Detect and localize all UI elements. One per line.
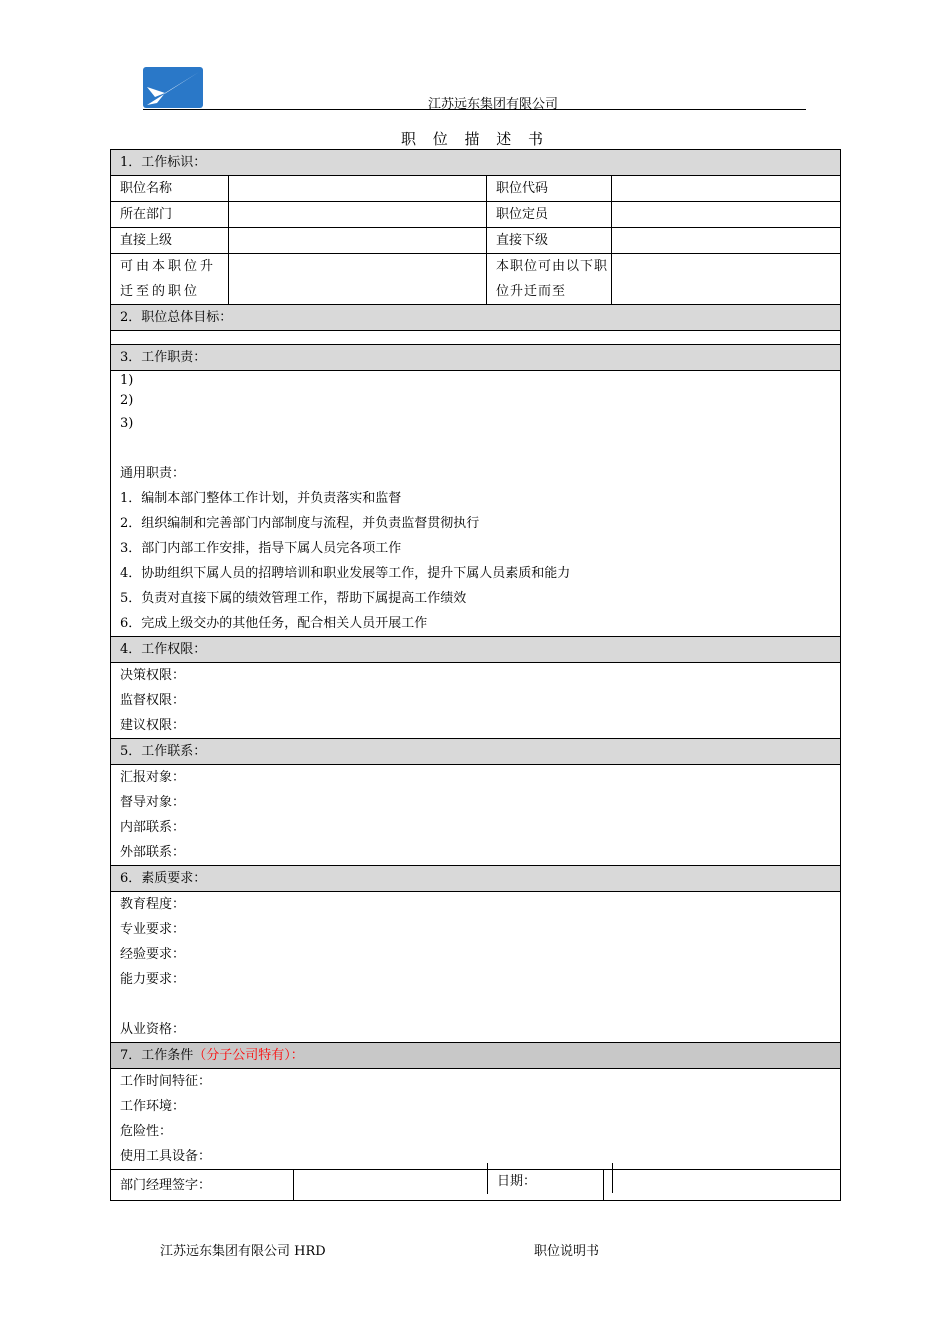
promote-from-label: 可由本职位升迁至的职位 — [111, 254, 229, 305]
relation-item: 外部联系： — [120, 845, 186, 860]
qualification-item: 教育程度： — [120, 897, 186, 912]
authority-item: 决策权限： — [120, 668, 186, 683]
general-responsibility-item: 4．协助组织下属人员的招聘培训和职业发展等工作，提升下属人员素质和能力 — [120, 566, 571, 581]
department-field[interactable] — [229, 202, 487, 228]
general-responsibility-item: 1．编制本部门整体工作计划，并负责落实和监督 — [120, 491, 402, 506]
general-responsibility-item: 3．部门内部工作安排，指导下属人员完各项工作 — [120, 541, 402, 556]
responsibility-item: 2) — [120, 393, 134, 408]
qualification-item: 能力要求： — [120, 972, 186, 987]
company-logo — [143, 67, 203, 108]
headcount-label: 职位定员 — [487, 202, 612, 228]
promote-from-field[interactable] — [229, 254, 487, 305]
qualifications-cell — [111, 892, 841, 1043]
responsibility-item: 3) — [120, 416, 134, 431]
promote-to-field[interactable] — [612, 254, 841, 305]
position-name-field[interactable] — [229, 176, 487, 202]
subordinate-label: 直接下级 — [487, 228, 612, 254]
department-label: 所在部门 — [111, 202, 229, 228]
section-1-heading: 1．工作标识： — [111, 150, 841, 176]
document-title: 职 位 描 述 书 — [400, 130, 550, 148]
job-description-form — [110, 149, 841, 1201]
footer-company: 江苏远东集团有限公司 HRD — [160, 1244, 326, 1259]
promote-to-label: 本职位可由以下职位升迁而至 — [487, 254, 612, 305]
relation-item: 督导对象： — [120, 795, 186, 810]
date-field[interactable] — [612, 1163, 840, 1193]
section-7-heading — [111, 1043, 841, 1069]
superior-label: 直接上级 — [111, 228, 229, 254]
condition-item: 工作环境： — [120, 1099, 186, 1114]
authority-item: 监督权限： — [120, 693, 186, 708]
superior-field[interactable] — [229, 228, 487, 254]
subordinate-field[interactable] — [612, 228, 841, 254]
section-5-heading: 5．工作联系： — [111, 739, 841, 765]
manager-signature-label: 部门经理签字： — [111, 1170, 294, 1201]
condition-item: 工作时间特征： — [120, 1074, 212, 1089]
general-responsibility-item: 5．负责对直接下属的绩效管理工作，帮助下属提高工作绩效 — [120, 591, 467, 606]
date-label-divider — [487, 1163, 488, 1194]
company-header: 江苏远东集团有限公司 — [428, 97, 559, 112]
section-6-heading: 6．素质要求： — [111, 866, 841, 892]
relations-cell — [111, 765, 841, 866]
section-2-heading: 2．职位总体目标： — [111, 305, 841, 331]
headcount-field[interactable] — [612, 202, 841, 228]
relation-item: 汇报对象： — [120, 770, 186, 785]
general-responsibility-item: 2．组织编制和完善部门内部制度与流程，并负责监督贯彻执行 — [120, 516, 480, 531]
authority-item: 建议权限： — [120, 718, 186, 733]
section-4-heading: 4．工作权限： — [111, 637, 841, 663]
footer-doc-name: 职位说明书 — [534, 1244, 600, 1259]
working-conditions-cell — [111, 1069, 841, 1170]
position-name-label: 职位名称 — [111, 176, 229, 202]
authority-cell — [111, 663, 841, 739]
general-responsibility-item: 6．完成上级交办的其他任务，配合相关人员开展工作 — [120, 616, 428, 631]
manager-signature-field[interactable] — [294, 1170, 604, 1201]
section-3-heading: 3．工作职责： — [111, 345, 841, 371]
overall-goal-field[interactable] — [111, 331, 841, 345]
qualification-item: 从业资格： — [120, 1022, 186, 1037]
responsibilities-cell — [111, 371, 841, 637]
header-rule — [143, 109, 806, 110]
qualification-item: 专业要求： — [120, 922, 186, 937]
general-responsibilities-label: 通用职责： — [120, 466, 186, 481]
condition-item: 危险性： — [120, 1124, 173, 1139]
date-label: 日期： — [497, 1174, 537, 1189]
section-7-heading-main: 7．工作条件 — [120, 1048, 194, 1063]
position-code-field[interactable] — [612, 176, 841, 202]
section-7-heading-note: （分子公司特有）： — [193, 1048, 304, 1063]
qualification-item: 经验要求： — [120, 947, 186, 962]
relation-item: 内部联系： — [120, 820, 186, 835]
responsibility-item: 1) — [120, 373, 134, 388]
condition-item: 使用工具设备： — [120, 1149, 212, 1164]
position-code-label: 职位代码 — [487, 176, 612, 202]
